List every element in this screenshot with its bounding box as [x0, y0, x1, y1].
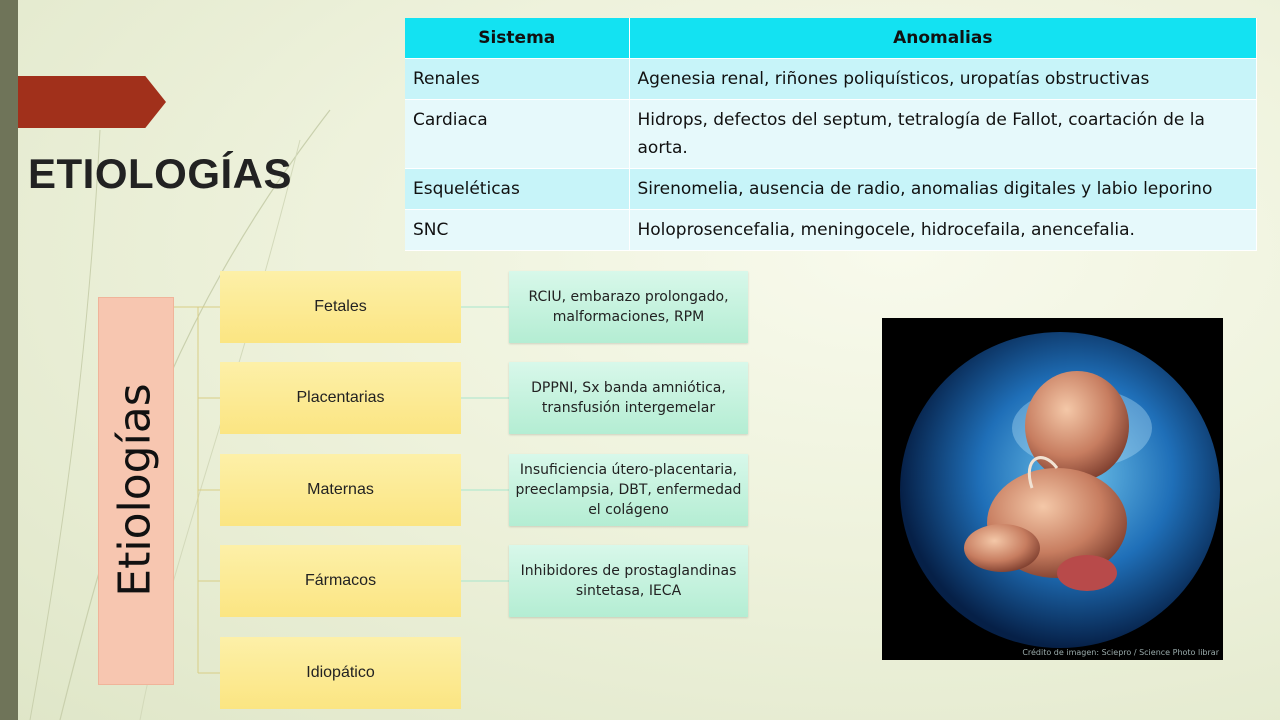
table-header-cell: Sistema	[405, 18, 629, 59]
diagram-root-text: Etiologías	[109, 383, 161, 597]
table-cell-system: Esqueléticas	[405, 169, 629, 210]
table-cell-anomalies: Holoprosencefalia, meningocele, hidrocefaila, anencefalia.	[629, 210, 1257, 251]
detail-box-fetales: RCIU, embarazo prolongado, malformaciones, RPM	[509, 271, 748, 343]
detail-box-farmacos: Inhibidores de prostaglandinas sintetasa, IECA	[509, 545, 748, 617]
category-box-placentarias: Placentarias	[220, 362, 461, 434]
table-cell-system: SNC	[405, 210, 629, 251]
category-box-idiopatico: Idiopático	[220, 637, 461, 709]
table-header-cell: Anomalias	[629, 18, 1257, 59]
fetus-illustration	[882, 318, 1223, 660]
page-title: ETIOLOGÍAS	[28, 150, 293, 197]
table-cell-anomalies: Agenesia renal, riñones poliquísticos, uropatías obstructivas	[629, 59, 1257, 100]
image-credit: Crédito de imagen: Sciepro / Science Photo librar	[1022, 648, 1219, 657]
fetus-image	[882, 318, 1223, 660]
table-cell-anomalies: Sirenomelia, ausencia de radio, anomalias digitales y labio leporino	[629, 169, 1257, 210]
table-cell-anomalies: Hidrops, defectos del septum, tetralogía de Fallot, coartación de la aorta.	[629, 100, 1257, 169]
table-cell-system: Cardiaca	[405, 100, 629, 169]
detail-box-placentarias: DPPNI, Sx banda amniótica, transfusión intergemelar	[509, 362, 748, 434]
detail-box-maternas: Insuficiencia útero-placentaria, preeclampsia, DBT, enfermedad el colágeno	[509, 454, 748, 526]
category-box-maternas: Maternas	[220, 454, 461, 526]
category-box-farmacos: Fármacos	[220, 545, 461, 617]
category-box-fetales: Fetales	[220, 271, 461, 343]
table-cell-system: Renales	[405, 59, 629, 100]
